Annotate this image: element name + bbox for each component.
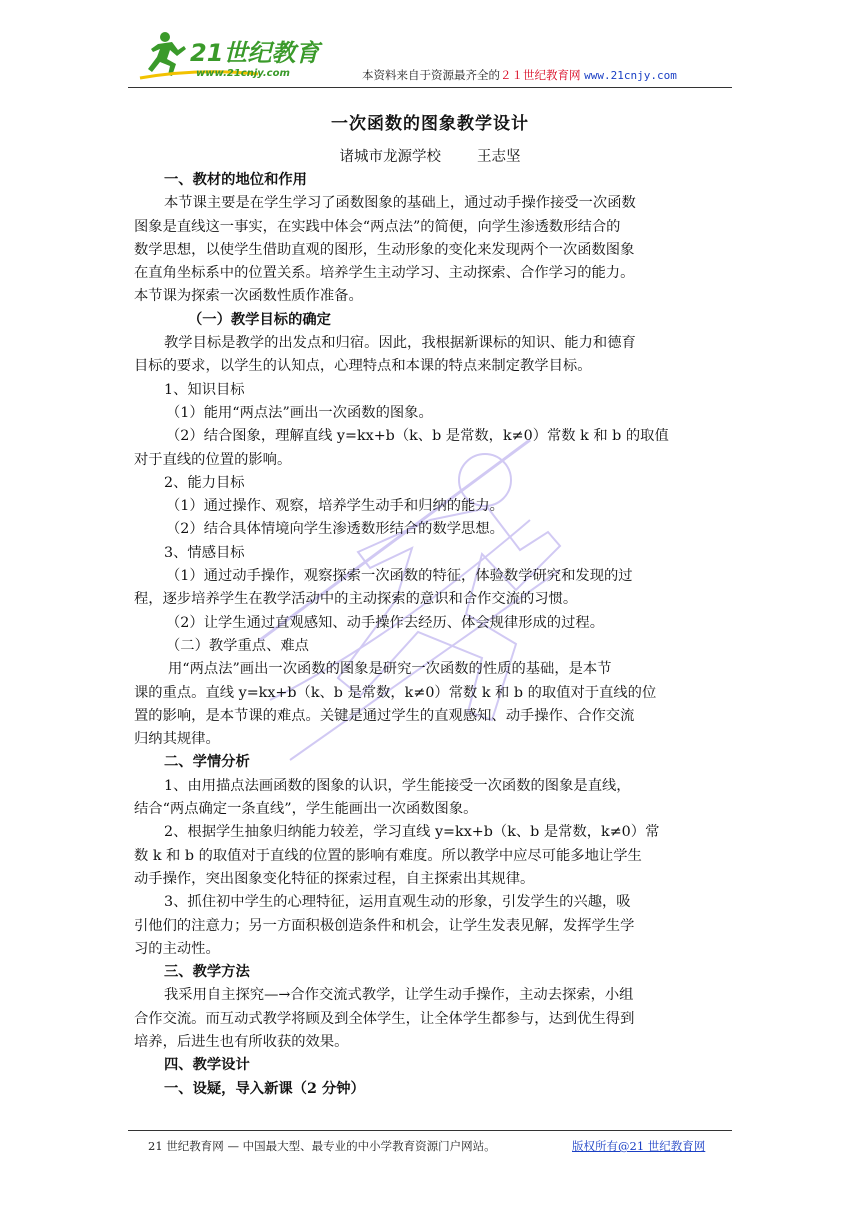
footer-site-description: 21 世纪教育网 — 中国最大型、最专业的中小学教育资源门户网站。 bbox=[148, 1139, 496, 1153]
text-line: 数 k 和 b 的取值对于直线的位置的影响有难度。所以教学中应尽可能多地让学生 bbox=[134, 847, 642, 864]
text-line: 习的主动性。 bbox=[134, 940, 220, 957]
logo-wordmark: 21世纪教育 bbox=[190, 39, 320, 67]
header-source-note bbox=[362, 67, 677, 83]
text-line: （1）通过操作、观察，培养学生动手和归纳的能力。 bbox=[166, 498, 504, 515]
text-line: 本节课为探索一次函数性质作准备。 bbox=[134, 288, 363, 305]
section-heading: 二、学情分析 bbox=[164, 754, 250, 771]
document-title: 一次函数的图象教学设计 bbox=[331, 114, 529, 134]
header-divider bbox=[128, 87, 732, 88]
section-heading: 三、教学方法 bbox=[164, 964, 250, 981]
document-body bbox=[126, 112, 734, 1101]
section-heading: （一）教学目标的确定 bbox=[188, 311, 331, 328]
text-line: 结合“两点确定一条直线”，学生能画出一次函数图象。 bbox=[134, 801, 478, 818]
author-line bbox=[126, 145, 734, 169]
page-header bbox=[0, 0, 860, 95]
section-heading: 一、设疑，导入新课（2 分钟） bbox=[164, 1080, 365, 1097]
author-school: 诸城市龙源学校 bbox=[339, 149, 441, 165]
logo-runner-icon bbox=[138, 28, 338, 84]
text-line: 2、能力目标 bbox=[164, 474, 245, 491]
text-line: 我采用自主探究—→合作交流式教学，让学生动手操作，主动去探索，小组 bbox=[164, 987, 634, 1004]
footer-copyright-link[interactable]: 版权所有@21 世纪教育网 bbox=[572, 1139, 706, 1153]
section-heading: 一、教材的地位和作用 bbox=[164, 172, 307, 188]
text-line: 课的重点。直线 y=kx+b（k、b 是常数，k≠0）常数 k 和 b 的取值对于直线的位 bbox=[134, 684, 657, 701]
text-line: （二）教学重点、难点 bbox=[166, 637, 309, 654]
text-line: 用“两点法”画出一次函数的图象是研究一次函数的性质的基础，是本节 bbox=[168, 661, 612, 678]
text-line: （2）结合具体情境向学生渗透数形结合的数学思想。 bbox=[166, 521, 504, 538]
text-line: 在直角坐标系中的位置关系。培养学生主动学习、主动探索、合作学习的能力。 bbox=[134, 265, 635, 282]
text-line: 本节课主要是在学生学习了函数图象的基础上，通过动手操作接受一次函数 bbox=[164, 195, 636, 212]
text-line: 图象是直线这一事实，在实践中体会“两点法”的简便，向学生渗透数形结合的 bbox=[134, 218, 621, 235]
text-line: 1、由用描点法画函数的图象的认识，学生能接受一次函数的图象是直线， bbox=[164, 777, 631, 794]
text-line: 动手操作，突出图象变化特征的探索过程，自主探索出其规律。 bbox=[134, 870, 535, 887]
text-line: （1）通过动手操作，观察探索一次函数的特征，体验数学研究和发现的过 bbox=[166, 568, 633, 585]
text-line: 3、抓住初中学生的心理特征，运用直观生动的形象，引发学生的兴趣，吸 bbox=[164, 894, 631, 911]
text-line: （2）结合图象，理解直线 y=kx+b（k、b 是常数，k≠0）常数 k 和 b 的取值 bbox=[166, 428, 669, 445]
author-name: 王志坚 bbox=[477, 149, 521, 165]
text-line: 置的影响，是本节课的难点。关键是通过学生的直观感知、动手操作、合作交流 bbox=[134, 707, 635, 724]
text-line: 3、情感目标 bbox=[164, 544, 245, 561]
header-note-site[interactable]: ２１世纪教育网 bbox=[500, 68, 581, 82]
header-note-url[interactable]: www.21cnjy.com bbox=[584, 69, 677, 82]
section-heading: 四、教学设计 bbox=[164, 1057, 250, 1074]
text-line: 引他们的注意力；另一方面积极创造条件和机会，让学生发表见解，发挥学生学 bbox=[134, 917, 635, 934]
text-line: 对于直线的位置的影响。 bbox=[134, 451, 292, 468]
footer-divider bbox=[128, 1130, 732, 1131]
document-text bbox=[126, 169, 734, 1101]
text-line: （1）能用“两点法”画出一次函数的图象。 bbox=[166, 404, 433, 421]
logo-url: www.21cnjy.com bbox=[196, 68, 290, 79]
text-line: 归纳其规律。 bbox=[134, 731, 220, 748]
text-line: （2）让学生通过直观感知、动手操作去经历、体会规律形成的过程。 bbox=[166, 614, 604, 631]
site-logo[interactable] bbox=[138, 28, 338, 84]
text-line: 教学目标是教学的出发点和归宿。因此，我根据新课标的知识、能力和德育 bbox=[164, 335, 636, 352]
text-line: 培养，后进生也有所收获的效果。 bbox=[134, 1033, 349, 1050]
text-line: 合作交流。而互动式教学将顾及到全体学生，让全体学生都参与，达到优生得到 bbox=[134, 1010, 635, 1027]
text-line: 1、知识目标 bbox=[164, 381, 245, 398]
text-line: 2、根据学生抽象归纳能力较差，学习直线 y=kx+b（k、b 是常数，k≠0）常 bbox=[164, 824, 660, 841]
text-line: 程，逐步培养学生在教学活动中的主动探索的意识和合作交流的习惯。 bbox=[134, 591, 578, 608]
header-note-prefix: 本资料来自于资源最齐全的 bbox=[362, 68, 500, 82]
text-line: 数学思想，以使学生借助直观的图形，生动形象的变化来发现两个一次函数图象 bbox=[134, 241, 635, 258]
text-line: 目标的要求，以学生的认知点，心理特点和本课的特点来制定教学目标。 bbox=[134, 358, 592, 375]
